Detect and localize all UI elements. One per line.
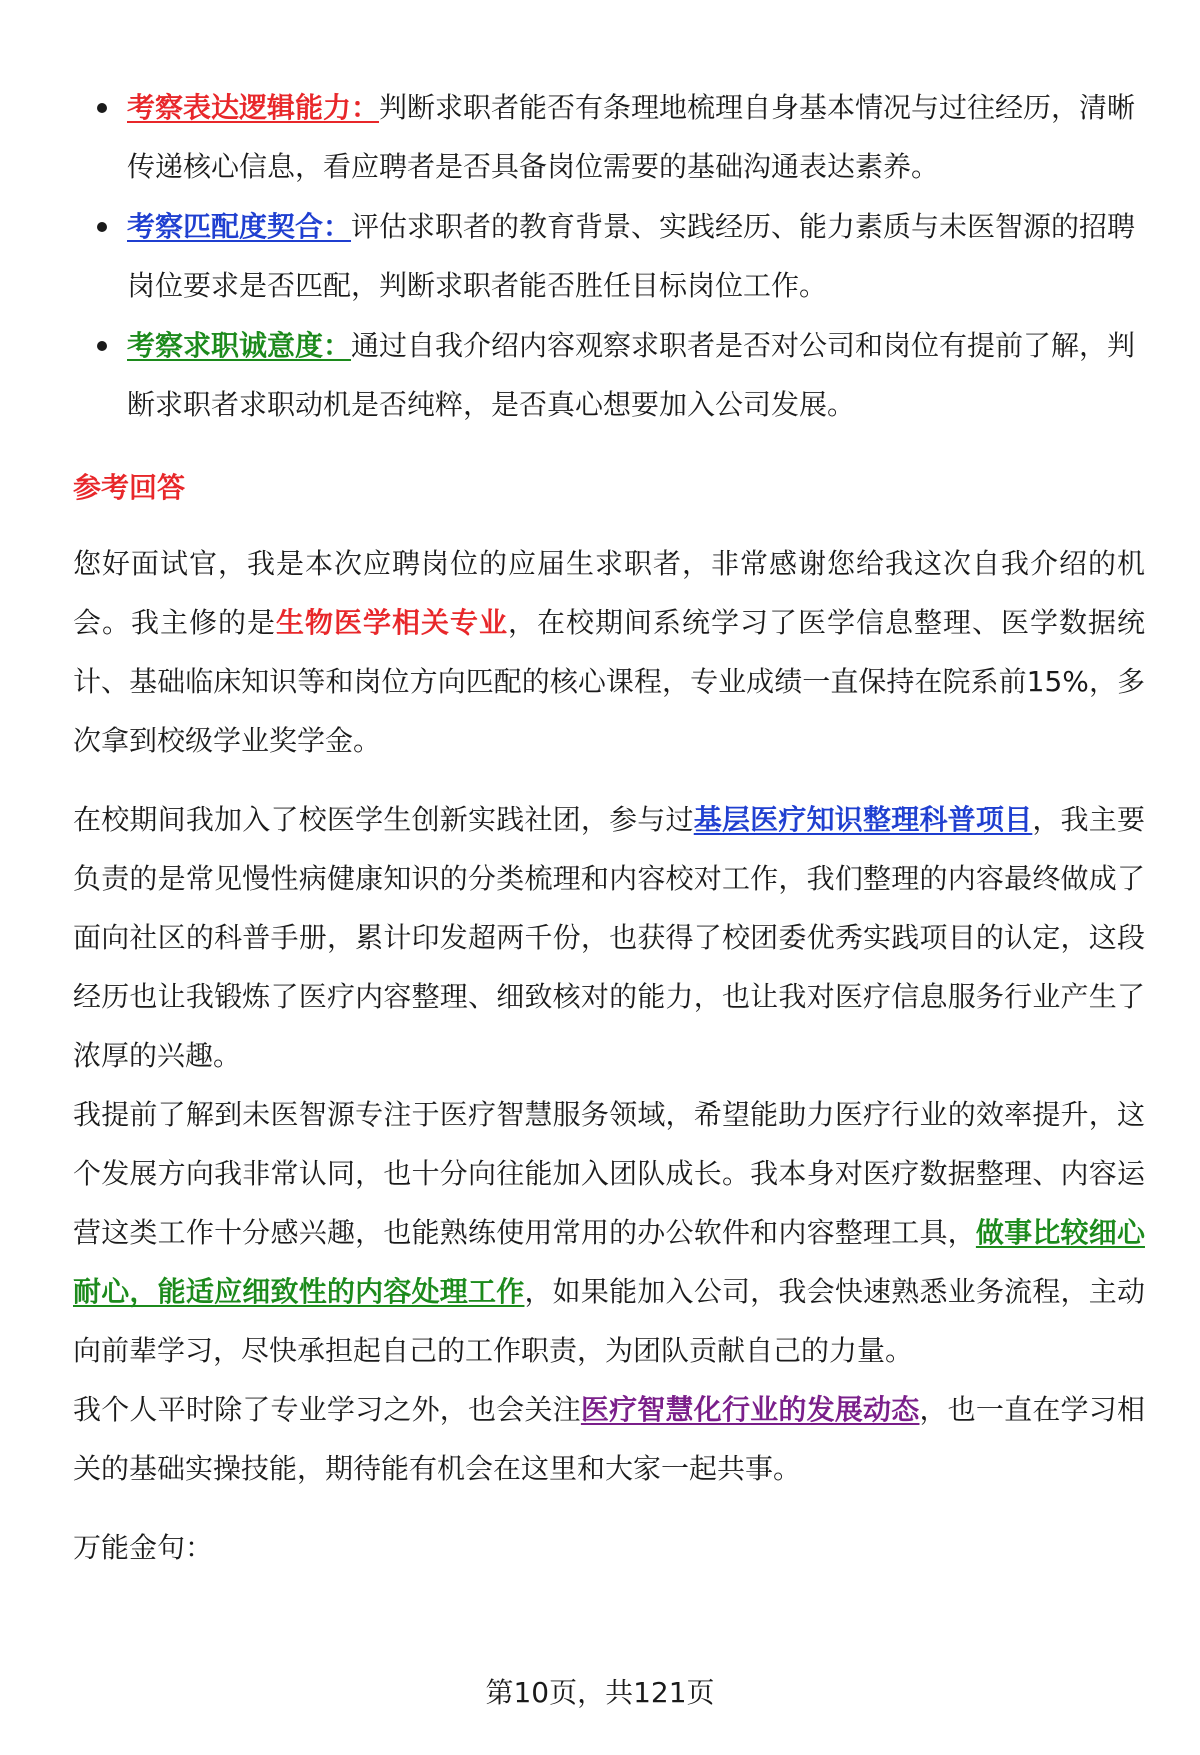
paragraph-text: ，在校期间系统学习了医学信息整理、医学数据统计、基础临床知识等和岗位方向匹配的核心课程，专业成绩一直保持在院系前15%，多次拿到校级学业奖学金。 <box>73 606 1145 757</box>
assessment-point-text: 评估求职者的教育背景、实践经历、能力素质与未医智源的招聘岗位要求是否匹配，判断求职者能否胜任目标岗位工作。 <box>127 210 1136 302</box>
answer-paragraph-4 <box>73 1380 1145 1498</box>
answer-paragraph-2 <box>73 790 1145 1085</box>
highlight-strength: 做事比较细心耐心，能适应细致性的内容处理工作 <box>73 1216 1145 1308</box>
assessment-point-match <box>73 197 1145 315</box>
answer-paragraph-3 <box>73 1085 1145 1380</box>
page-number: 第10页，共121页 <box>485 1676 715 1709</box>
paragraph-text: 我提前了解到未医智源专注于医疗智慧服务领域，希望能助力医疗行业的效率提升，这个发展方向我非常认同，也十分向往能加入团队成长。我本身对医疗数据整理、内容运营这类工作十分感兴趣，也能熟练使用常用的办公软件和内容整理工具， <box>73 1098 1145 1249</box>
assessment-point-lead: 考察表达逻辑能力： <box>127 91 380 124</box>
assessment-point-text: 判断求职者能否有条理地梳理自身基本情况与过往经历，清晰传递核心信息，看应聘者是否具备岗位需要的基础沟通表达素养。 <box>127 91 1136 183</box>
paragraph-text: 在校期间我加入了校医学生创新实践社团，参与过 <box>73 803 694 836</box>
paragraph-text: ，如果能加入公司，我会快速熟悉业务流程，主动向前辈学习，尽快承担起自己的工作职责，为团队贡献自己的力量。 <box>73 1275 1145 1367</box>
highlight-project: 基层医疗知识整理科普项目 <box>693 803 1033 836</box>
paragraph-text: ，我主要负责的是常见慢性病健康知识的分类梳理和内容校对工作，我们整理的内容最终做成了面向社区的科普手册，累计印发超两千份，也获得了校团委优秀实践项目的认定，这段经历也让我锻炼了医疗内容整理、细致核对的能力，也让我对医疗信息服务行业产生了浓厚的兴趣。 <box>73 803 1145 1072</box>
assessment-point-lead: 考察求职诚意度： <box>127 329 352 362</box>
bullet-dot-icon <box>97 222 107 232</box>
highlight-industry: 医疗智慧化行业的发展动态 <box>580 1393 920 1426</box>
closing-label: 万能金句： <box>73 1531 214 1564</box>
answer-paragraph-1 <box>73 534 1145 770</box>
assessment-point-lead: 考察匹配度契合： <box>127 210 352 243</box>
assessment-point-logic <box>73 78 1145 196</box>
assessment-point-text: 通过自我介绍内容观察求职者是否对公司和岗位有提前了解，判断求职者求职动机是否纯粹，是否真心想要加入公司发展。 <box>127 329 1136 421</box>
highlight-major: 生物医学相关专业 <box>276 606 508 639</box>
assessment-points-list <box>73 78 1145 434</box>
assessment-point-sincerity <box>73 316 1145 434</box>
paragraph-text: 您好面试官，我是本次应聘岗位的应届生求职者，非常感谢您给我这次自我介绍的机会。我主修的是 <box>73 547 1145 639</box>
section-title: 参考回答 <box>73 471 186 504</box>
paragraph-text: 我个人平时除了专业学习之外，也会关注 <box>73 1393 581 1426</box>
paragraph-text: ，也一直在学习相关的基础实操技能，期待能有机会在这里和大家一起共事。 <box>73 1393 1145 1485</box>
bullet-dot-icon <box>97 103 107 113</box>
document-body <box>73 78 1145 1577</box>
bullet-dot-icon <box>97 341 107 351</box>
